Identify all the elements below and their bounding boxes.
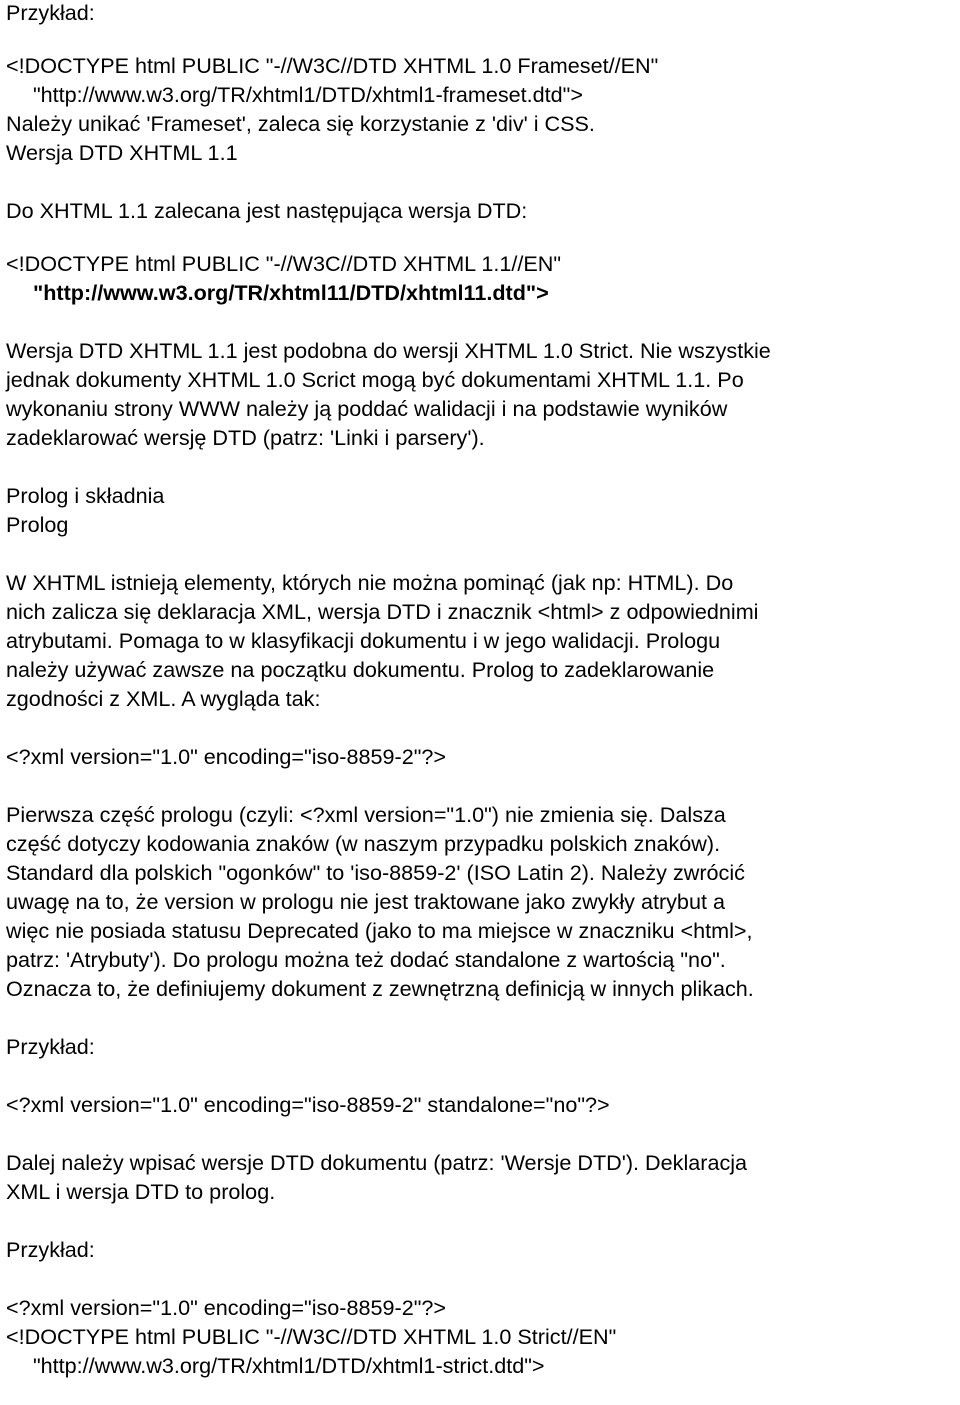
example-label: Przykład: [6,1034,95,1059]
doctype-strict-line-2: "http://www.w3.org/TR/xhtml1/DTD/xhtml1-strict.dtd"> [33,1353,545,1378]
document-page [6,0,956,1380]
heading-prolog-i-skladnia: Prolog i składnia [6,483,165,508]
paragraph-line: zgodności z XML. A wygląda tak: [6,686,321,711]
paragraph-line: W XHTML istnieją elementy, których nie można pominąć (jak np: HTML). Do [6,570,734,595]
paragraph-dtd [6,1148,956,1206]
doctype-frameset-line-1: <!DOCTYPE html PUBLIC "-//W3C//DTD XHTML 1.0 Frameset//EN" [6,53,659,78]
doctype-xhtml11-line-2: "http://www.w3.org/TR/xhtml11/DTD/xhtml11.dtd"> [33,280,549,305]
paragraph-line: patrz: 'Atrybuty'). Do prologu można też dodać standalone z wartością "no". [6,947,726,972]
doctype-xhtml11-line-1: <!DOCTYPE html PUBLIC "-//W3C//DTD XHTML 1.1//EN" [6,251,562,276]
paragraph-line: nich zalicza się deklaracja XML, wersja DTD i znacznik <html> z odpowiednimi [6,599,759,624]
example-label: Przykład: [6,0,95,25]
paragraph-line: uwagę na to, że version w prologu nie jest traktowane jako zwykły atrybut a [6,889,725,914]
paragraph-line: należy używać zawsze na początku dokumentu. Prolog to zadeklarowanie [6,657,715,682]
paragraph-line: Standard dla polskich "ogonków" to 'iso-8859-2' (ISO Latin 2). Należy zwrócić [6,860,745,885]
paragraph-line: Oznacza to, że definiujemy dokument z zewnętrzną definicją w innych plikach. [6,976,754,1001]
frameset-note: Należy unikać 'Frameset', zaleca się korzystanie z 'div' i CSS. [6,111,595,136]
paragraph-line: zadeklarować wersję DTD (patrz: 'Linki i parsery'). [6,425,485,450]
paragraph-line: więc nie posiada statusu Deprecated (jako to ma miejsce w znaczniku <html>, [6,918,753,943]
example-label: Przykład: [6,1237,95,1262]
heading-prolog: Prolog [6,512,69,537]
doctype-frameset-line-2: "http://www.w3.org/TR/xhtml1/DTD/xhtml1-frameset.dtd"> [33,82,583,107]
paragraph-xhtml11 [6,336,956,452]
section-heading-xhtml11: Wersja DTD XHTML 1.1 [6,140,238,165]
paragraph-line: Wersja DTD XHTML 1.1 jest podobna do wersji XHTML 1.0 Strict. Nie wszystkie [6,338,771,363]
paragraph-line: XML i wersja DTD to prolog. [6,1179,276,1204]
xhtml11-intro: Do XHTML 1.1 zalecana jest następująca wersja DTD: [6,198,528,223]
paragraph-prolog [6,568,956,713]
paragraph-line: atrybutami. Pomaga to w klasyfikacji dokumentu i w jego walidacji. Prologu [6,628,721,653]
paragraph-line: Pierwsza część prologu (czyli: <?xml version="1.0") nie zmienia się. Dalsza [6,802,726,827]
paragraph-line: część dotyczy kodowania znaków (w naszym przypadku polskich znaków). [6,831,721,856]
paragraph-line: wykonaniu strony WWW należy ją poddać walidacji i na podstawie wyników [6,396,728,421]
paragraph-line: jednak dokumenty XHTML 1.0 Scrict mogą być dokumentami XHTML 1.1. Po [6,367,744,392]
xml-standalone-code: <?xml version="1.0" encoding="iso-8859-2" standalone="no"?> [6,1092,610,1117]
xml-declaration-code: <?xml version="1.0" encoding="iso-8859-2"?> [6,1295,447,1320]
xml-declaration-code: <?xml version="1.0" encoding="iso-8859-2"?> [6,744,447,769]
doctype-strict-line-1: <!DOCTYPE html PUBLIC "-//W3C//DTD XHTML 1.0 Strict//EN" [6,1324,617,1349]
paragraph-line: Dalej należy wpisać wersje DTD dokumentu (patrz: 'Wersje DTD'). Deklaracja [6,1150,748,1175]
paragraph-prolog-details [6,800,956,1003]
